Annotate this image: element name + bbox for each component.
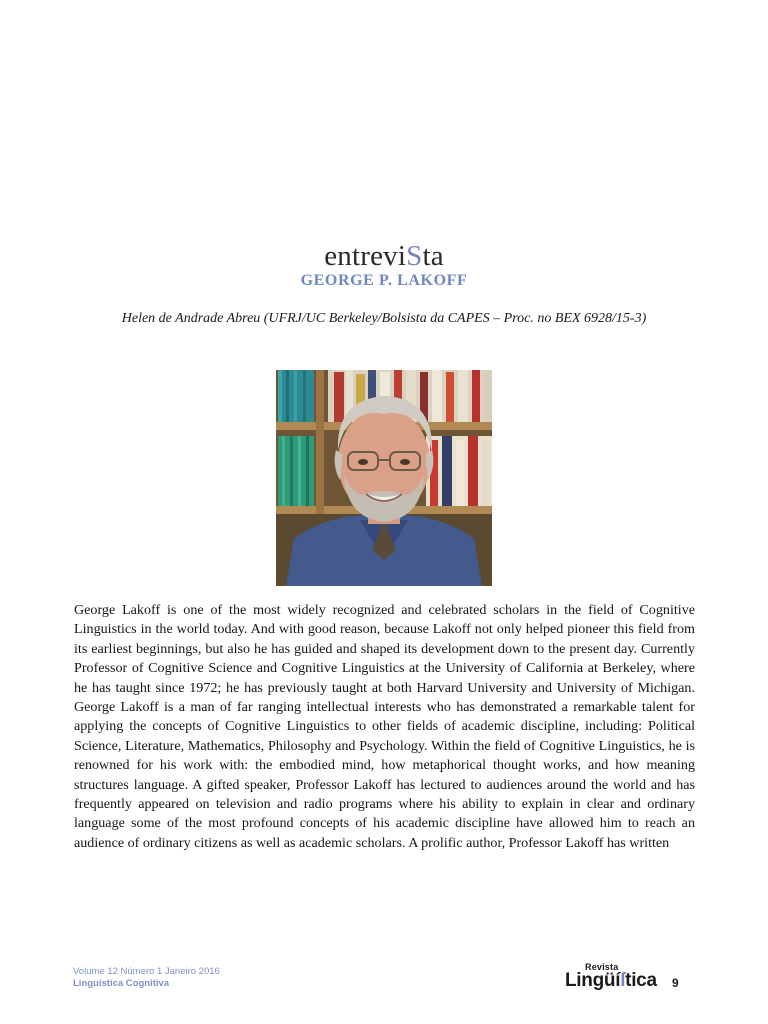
section-title-part2: ta [422, 240, 444, 272]
logo-part1: Lingüí [565, 970, 621, 991]
section-title-part1: entrevi [324, 240, 407, 272]
footer-issue-info [73, 966, 220, 990]
logo-accent: ſ [620, 970, 626, 991]
portrait-illustration [276, 370, 492, 586]
portrait-photo [276, 370, 492, 586]
section-title [0, 240, 768, 272]
author-line: Helen de Andrade Abreu (UFRJ/UC Berkeley/Bolsista da CAPES – Proc. no BEX 6928/15-3) [121, 311, 647, 326]
logo-part2: tica [625, 970, 657, 991]
footer-volume: Volume 12 Número 1 Janeiro 2016 [73, 966, 220, 977]
interviewee-name: GEORGE P. LAKOFF [300, 272, 468, 289]
journal-logo [565, 962, 685, 996]
footer-theme: Linguística Cognitiva [73, 978, 170, 989]
logo-linguistica [565, 970, 657, 992]
intro-paragraph: George Lakoff is one of the most widely recognized and celebrated scholars in the field of Cognitive Linguistics in the world today. And with good reason, because Lakoff not only helped pioneer this field from its earliest beginnings, but also he has guided and shaped its development down to the present day. Currently Professor of Cognitive Science and Cognitive Linguistics at the University of California at Berkeley, where he has taught since 1972; he has previously taught at both Harvard University and University of Michigan. George Lakoff is a man of far ranging intellectual interests who has demonstrated a remarkable talent for applying the concepts of Cognitive Linguistics to other fields of academic discipline, including: Political Science, Literature, Mathematics, Philosophy and Psychology. Within the field of Cognitive Linguistics, he is renowned for his work with: the embodied mind, how metaphorical thought works, and how meaning structures language. A gifted speaker, Professor Lakoff has lectured to audiences around the world and has frequently appeared on television and radio programs where his ability to explain in clear and ordinary language some of the most profound concepts of his academic discipline have allowed him to reach an audience of ordinary citizens as well as academic scholars. A prolific author, Professor Lakoff has written [74, 602, 695, 851]
article-heading [0, 240, 768, 290]
logo-revista: Revista [585, 962, 619, 972]
section-title-accent: S [406, 240, 423, 272]
page-number: 9 [672, 976, 679, 990]
